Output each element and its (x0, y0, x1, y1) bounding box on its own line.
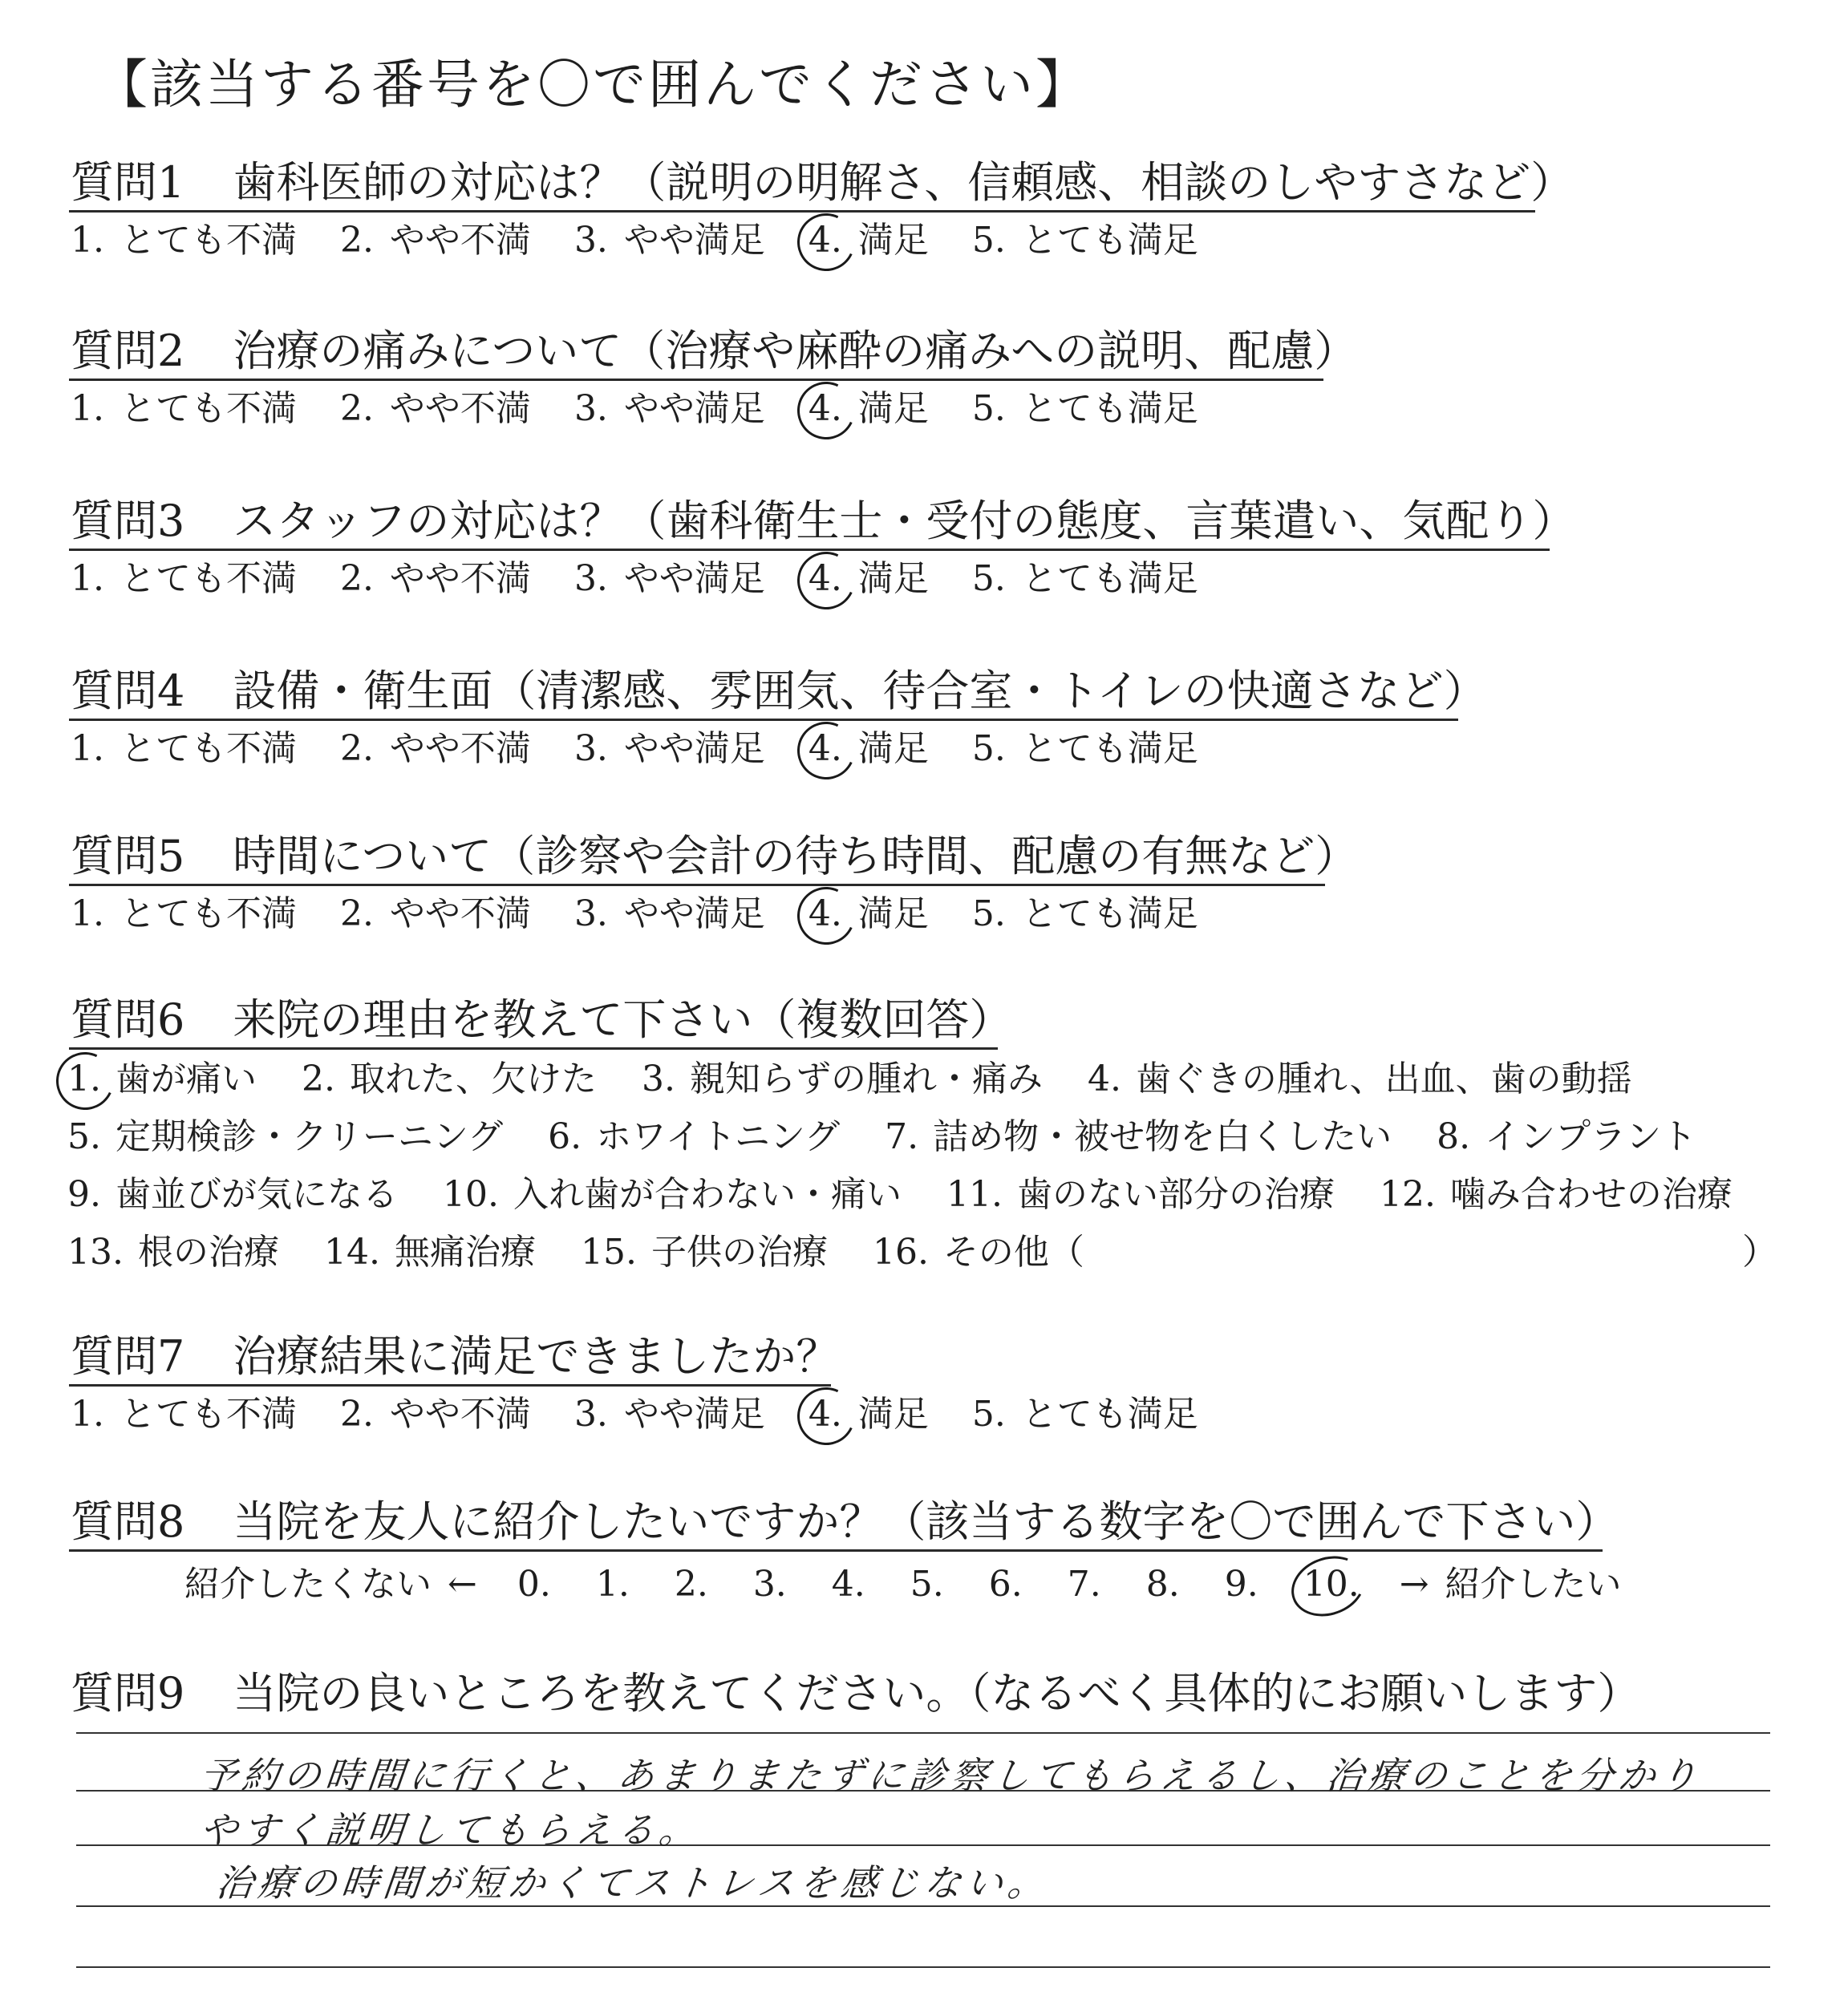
q1-label: 質問1 (71, 157, 185, 208)
q6-option-14[interactable]: 14. 無痛治療 (323, 1232, 536, 1273)
q4-text: 設備・衛生面（清潔感、雰囲気、待合室・トイレの快適さなど） (233, 666, 1487, 716)
q9-text: 当院の良いところを教えてください。（なるべく具体的にお願いします） (233, 1668, 1641, 1719)
q7-option-4[interactable]: 4. 満足 (808, 1392, 929, 1437)
q4-option-5[interactable]: 5. とても満足 (971, 728, 1198, 769)
q7-text: 治療結果に満足できましたか？ (233, 1331, 840, 1382)
q6-option-11[interactable]: 11. 歯のない部分の治療 (946, 1174, 1335, 1215)
q6-option-3[interactable]: 3. 親知らずの腫れ・痛み (641, 1059, 1043, 1099)
q3-option-1[interactable]: 1. とても不満 (71, 558, 297, 599)
q3-option-5[interactable]: 5. とても満足 (971, 558, 1198, 599)
q3-label: 質問3 (71, 496, 185, 546)
q5-label: 質問5 (71, 831, 185, 881)
q8-value-6[interactable]: 6. (988, 1564, 1023, 1605)
q8-value-7[interactable]: 7. (1067, 1564, 1101, 1605)
q3-option-2[interactable]: 2. やや不満 (339, 558, 531, 599)
q2-option-4[interactable]: 4. 満足 (808, 387, 929, 431)
q8-value-8[interactable]: 8. (1145, 1564, 1180, 1605)
q5-option-4[interactable]: 4. 満足 (808, 892, 929, 937)
q7-options (71, 1392, 1226, 1437)
q6-other-close-paren: ） (1742, 1232, 1777, 1273)
q4-option-3[interactable]: 3. やや満足 (573, 728, 765, 769)
q9-label: 質問9 (71, 1668, 185, 1719)
q9-writing-line-5 (76, 1966, 1770, 1968)
q8-selected-circle (1283, 1546, 1373, 1626)
q2-text: 治療の痛みについて（治療や麻酔の痛みへの説明、配慮） (233, 326, 1358, 376)
q6-option-6[interactable]: 6. ホワイトニング (548, 1116, 841, 1157)
q7-label: 質問7 (71, 1331, 185, 1382)
q6-option-16[interactable]: 16. その他（ (872, 1232, 1084, 1273)
q6-option-7[interactable]: 7. 詰め物・被せ物を白くしたい (885, 1116, 1392, 1157)
q9-answer-line-2: やすく説明してもらえる。 (197, 1808, 703, 1852)
q6-option-15[interactable]: 15. 子供の治療 (580, 1232, 828, 1273)
q2-underline (69, 379, 1323, 381)
q4-option-1[interactable]: 1. とても不満 (71, 728, 297, 769)
q6-option-12[interactable]: 12. 噛み合わせの治療 (1379, 1174, 1732, 1215)
q2-selected-circle (789, 374, 863, 447)
q8-right-label: → 紹介したい (1399, 1564, 1622, 1605)
q2-option-1[interactable]: 1. とても不満 (71, 388, 297, 429)
q4-option-2[interactable]: 2. やや不満 (339, 728, 531, 769)
q9-writing-line-1 (76, 1732, 1770, 1734)
q6-text: 来院の理由を教えて下さい（複数回答） (233, 994, 1013, 1045)
q6-option-1[interactable]: 1. 歯が痛い (67, 1057, 257, 1102)
q8-value-1[interactable]: 1. (595, 1564, 630, 1605)
q5-heading (71, 831, 1358, 882)
q8-text: 当院を友人に紹介したいですか？（該当する数字を〇で囲んで下さい） (233, 1496, 1619, 1547)
q6-options-row-2 (67, 1115, 1727, 1160)
q5-option-2[interactable]: 2. やや不満 (339, 893, 531, 934)
q7-option-3[interactable]: 3. やや満足 (573, 1394, 765, 1435)
q5-option-1[interactable]: 1. とても不満 (71, 893, 297, 934)
q5-options (71, 892, 1226, 937)
q1-option-5[interactable]: 5. とても満足 (971, 220, 1198, 261)
q1-heading (71, 157, 1574, 209)
q7-option-1[interactable]: 1. とても不満 (71, 1394, 297, 1435)
q7-heading (71, 1331, 839, 1383)
q1-underline (69, 210, 1535, 213)
q6-label: 質問6 (71, 994, 185, 1045)
q3-option-4[interactable]: 4. 満足 (808, 557, 929, 601)
q2-option-5[interactable]: 5. とても満足 (971, 388, 1198, 429)
q7-selected-circle (789, 1379, 863, 1453)
q6-option-2[interactable]: 2. 取れた、欠けた (301, 1059, 597, 1099)
q5-option-5[interactable]: 5. とても満足 (971, 893, 1198, 934)
q9-answer-line-3: 治療の時間が短かくてストレスを感じない。 (213, 1861, 1052, 1905)
q6-heading (71, 994, 1012, 1046)
q8-scale (184, 1562, 1649, 1607)
q2-options (71, 387, 1226, 431)
q5-underline (69, 884, 1325, 886)
q3-text: スタッフの対応は？（歯科衛生士・受付の態度、言葉遣い、気配り） (233, 496, 1576, 546)
q6-option-8[interactable]: 8. インプラント (1437, 1116, 1697, 1157)
q5-text: 時間について（診察や会計の待ち時間、配慮の有無など） (233, 831, 1359, 881)
q6-option-4[interactable]: 4. 歯ぐきの腫れ、出血、歯の動揺 (1087, 1059, 1632, 1099)
q6-options-row-4 (67, 1230, 1115, 1275)
q6-underline (69, 1047, 998, 1050)
q8-left-label: 紹介したくない ← (184, 1564, 477, 1605)
q6-options-row-1 (67, 1057, 1663, 1102)
q3-selected-circle (789, 544, 863, 617)
q8-value-4[interactable]: 4. (831, 1564, 865, 1605)
q9-answer-line-1: 予約の時間に行くと、あまりまたずに診察してもらえるし、治療のことを分かり (197, 1754, 1704, 1797)
q3-option-3[interactable]: 3. やや満足 (573, 558, 765, 599)
q1-option-4[interactable]: 4. 満足 (808, 218, 929, 263)
q4-underline (69, 719, 1458, 721)
q4-heading (71, 666, 1487, 717)
q8-value-0[interactable]: 0. (517, 1564, 551, 1605)
q8-label: 質問8 (71, 1496, 185, 1547)
page-title: 【該当する番号を〇で囲んでください】 (95, 54, 1091, 115)
q4-options (71, 727, 1226, 771)
q3-underline (69, 549, 1550, 551)
q6-options-row-3 (67, 1172, 1763, 1217)
q7-option-2[interactable]: 2. やや不満 (339, 1394, 531, 1435)
q4-label: 質問4 (71, 666, 185, 716)
q6-option-5[interactable]: 5. 定期検診・クリーニング (67, 1116, 504, 1157)
q3-heading (71, 496, 1575, 547)
q8-value-10[interactable]: 10. (1303, 1562, 1360, 1607)
q7-underline (69, 1384, 831, 1387)
q2-option-2[interactable]: 2. やや不満 (339, 388, 531, 429)
q7-option-5[interactable]: 5. とても満足 (971, 1394, 1198, 1435)
q1-option-2[interactable]: 2. やや不満 (339, 220, 531, 261)
q8-value-5[interactable]: 5. (910, 1564, 944, 1605)
q6-option-13[interactable]: 13. 根の治療 (67, 1232, 279, 1273)
q2-label: 質問2 (71, 326, 185, 376)
q1-option-1[interactable]: 1. とても不満 (71, 220, 297, 261)
q2-heading (71, 326, 1357, 377)
q4-option-4[interactable]: 4. 満足 (808, 727, 929, 771)
q8-heading (71, 1496, 1619, 1548)
q6-option-10[interactable]: 10. 入れ歯が合わない・痛い (442, 1174, 902, 1215)
q6-option-9[interactable]: 9. 歯並びが気になる (67, 1174, 398, 1215)
q8-value-2[interactable]: 2. (674, 1564, 708, 1605)
q8-value-9[interactable]: 9. (1224, 1564, 1258, 1605)
q9-heading (71, 1668, 1640, 1719)
q1-selected-circle (789, 205, 863, 279)
q5-option-3[interactable]: 3. やや満足 (573, 893, 765, 934)
q1-option-3[interactable]: 3. やや満足 (573, 220, 765, 261)
q5-selected-circle (789, 879, 863, 953)
q8-underline (69, 1549, 1603, 1552)
q1-options (71, 218, 1226, 263)
q1-text: 歯科医師の対応は？（説明の明解さ、信頼感、相談のしやすさなど） (233, 157, 1574, 208)
q3-options (71, 557, 1226, 601)
q2-option-3[interactable]: 3. やや満足 (573, 388, 765, 429)
q6-selected-circle (48, 1044, 122, 1118)
q4-selected-circle (789, 714, 863, 787)
q8-value-3[interactable]: 3. (752, 1564, 787, 1605)
